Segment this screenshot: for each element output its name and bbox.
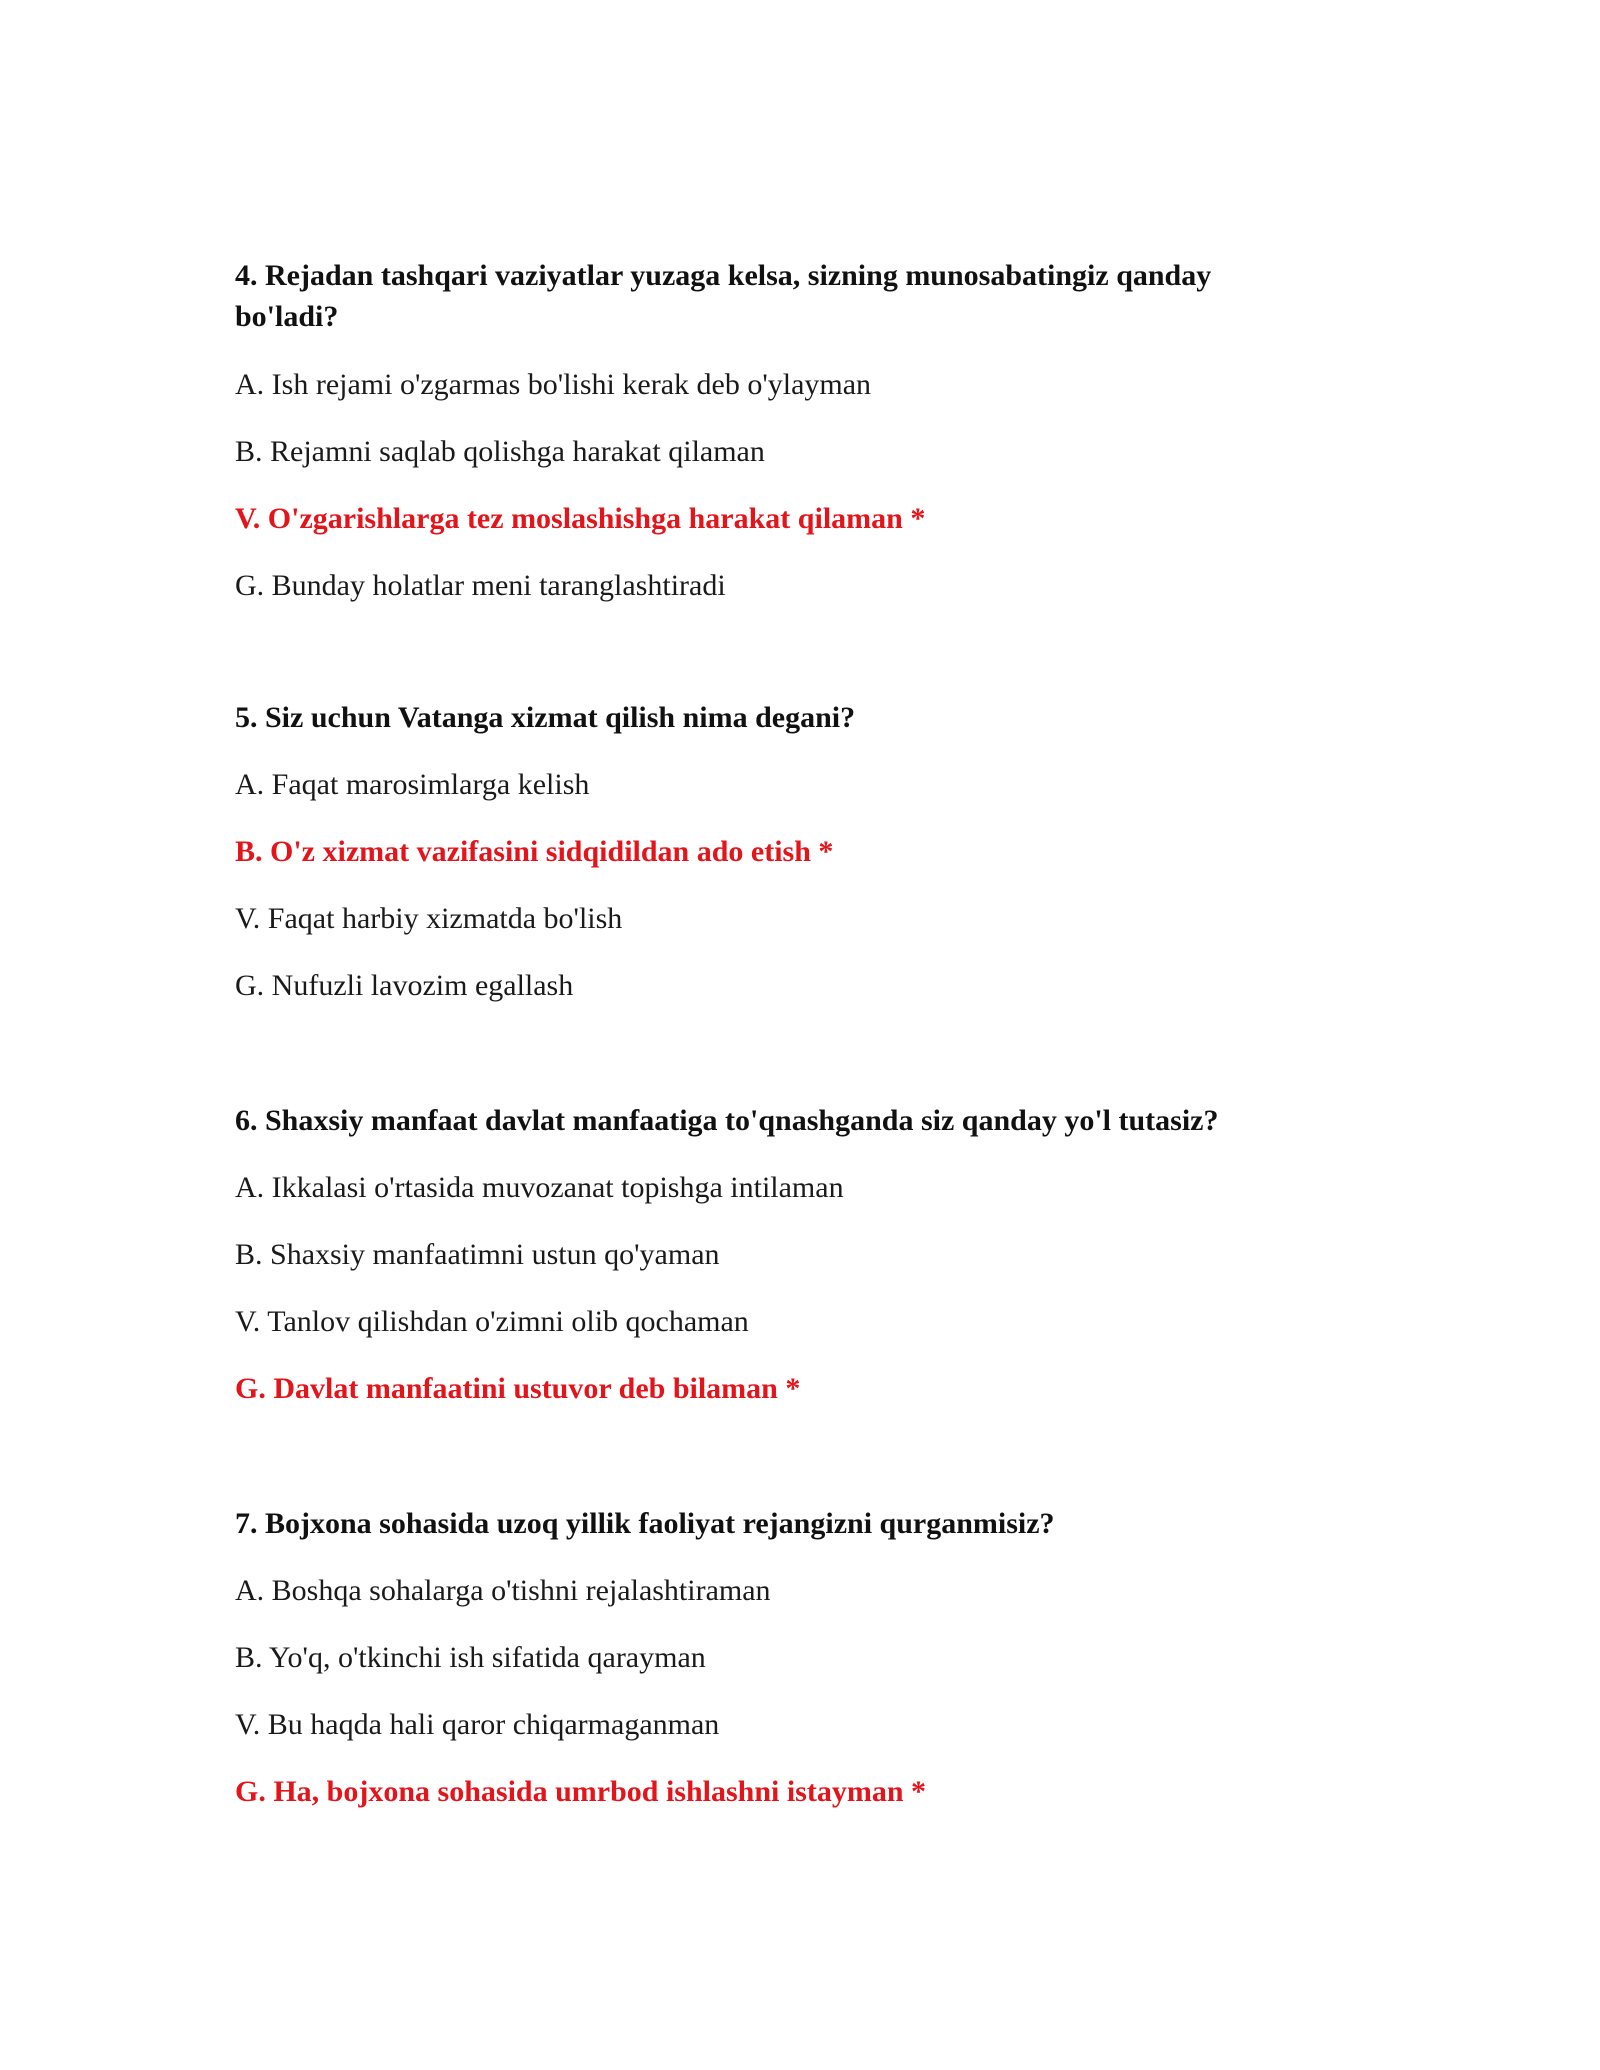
answer-option-a: A. Boshqa sohalarga o'tishni rejalashtiraman (235, 1574, 771, 1607)
question-4 (235, 255, 1315, 602)
question-title: 6. Shaxsiy manfaat davlat manfaatiga to'qnashganda siz qanday yo'l tutasiz? (235, 1104, 1219, 1137)
answer-option-g-correct: G. Ha, bojxona sohasida umrbod ishlashni istayman * (235, 1775, 927, 1808)
answer-option-g-correct: G. Davlat manfaatini ustuvor deb bilaman * (235, 1372, 801, 1405)
answer-option-b: B. Rejamni saqlab qolishga harakat qilaman (235, 435, 765, 468)
question-7 (235, 1503, 1315, 1808)
answer-option-a: A. Ikkalasi o'rtasida muvozanat topishga intilaman (235, 1171, 844, 1204)
question-title: 5. Siz uchun Vatanga xizmat qilish nima degani? (235, 701, 856, 734)
question-title: 7. Bojxona sohasida uzoq yillik faoliyat rejangizni qurganmisiz? (235, 1507, 1055, 1540)
answer-option-b-correct: B. O'z xizmat vazifasini sidqidildan ado etish * (235, 835, 834, 868)
answer-option-v-correct: V. O'zgarishlarga tez moslashishga harakat qilaman * (235, 502, 926, 535)
answer-option-v: V. Tanlov qilishdan o'zimni olib qochaman (235, 1305, 749, 1338)
question-5 (235, 697, 1315, 1002)
answer-option-a: A. Ish rejami o'zgarmas bo'lishi kerak deb o'ylayman (235, 368, 872, 401)
answer-option-a: A. Faqat marosimlarga kelish (235, 768, 590, 801)
answer-option-v: V. Bu haqda hali qaror chiqarmaganman (235, 1708, 720, 1741)
question-title: 4. Rejadan tashqari vaziyatlar yuzaga kelsa, sizning munosabatingiz qanday bo'ladi? (235, 259, 1212, 333)
answer-option-v: V. Faqat harbiy xizmatda bo'lish (235, 902, 623, 935)
answer-option-b: B. Yo'q, o'tkinchi ish sifatida qarayman (235, 1641, 706, 1674)
answer-option-g: G. Bunday holatlar meni taranglashtiradi (235, 569, 726, 602)
question-6 (235, 1100, 1315, 1405)
answer-option-b: B. Shaxsiy manfaatimni ustun qo'yaman (235, 1238, 720, 1271)
answer-option-g: G. Nufuzli lavozim egallash (235, 969, 574, 1002)
